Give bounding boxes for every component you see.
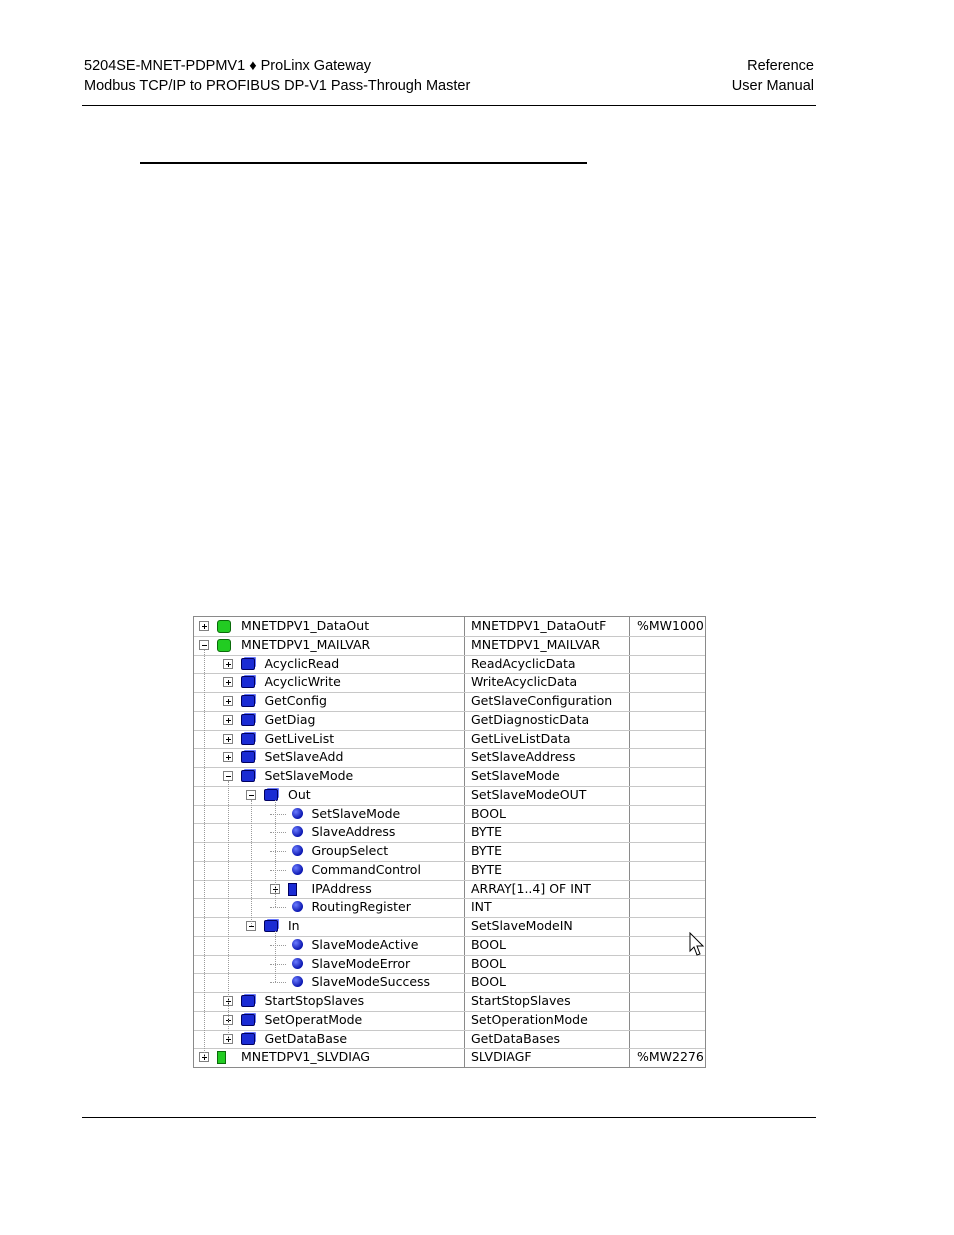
tree-connector xyxy=(270,945,286,946)
variable-type: GetLiveListData xyxy=(471,731,571,746)
row-separator xyxy=(194,898,705,899)
expand-plus-icon[interactable] xyxy=(199,621,209,631)
product-subtitle: Modbus TCP/IP to PROFIBUS DP-V1 Pass-Through Master xyxy=(84,78,471,94)
variable-type: BYTE xyxy=(471,862,503,877)
variable-ball-icon xyxy=(292,845,303,856)
tree-connector xyxy=(228,781,229,1039)
expand-plus-icon[interactable] xyxy=(223,659,233,669)
tree-row[interactable] xyxy=(194,692,705,711)
footer-divider xyxy=(82,1117,816,1118)
variable-type: BOOL xyxy=(471,956,506,971)
variable-name[interactable]: MNETDPV1_MAILVAR xyxy=(241,637,371,652)
tree-row[interactable] xyxy=(194,711,705,730)
tree-row[interactable] xyxy=(194,917,705,936)
variable-name[interactable]: GetDataBase xyxy=(264,1031,348,1046)
tree-row[interactable] xyxy=(194,992,705,1011)
tree-connector xyxy=(270,814,286,815)
variable-address: %MW1000 xyxy=(637,618,704,633)
tree-connector xyxy=(270,851,286,852)
row-separator xyxy=(194,973,705,974)
collapse-minus-icon[interactable] xyxy=(199,640,209,650)
section-heading-rule xyxy=(140,162,587,164)
document-type: User Manual xyxy=(731,78,814,94)
variable-ball-icon xyxy=(292,976,303,987)
row-separator xyxy=(194,692,705,693)
variable-name[interactable]: MNETDPV1_SLVDIAG xyxy=(241,1049,370,1064)
tree-row[interactable] xyxy=(194,655,705,674)
variable-name[interactable]: In xyxy=(288,918,300,933)
variable-name[interactable]: SlaveModeSuccess xyxy=(311,974,431,989)
structure-icon xyxy=(264,920,278,932)
row-separator xyxy=(194,655,705,656)
tree-row[interactable] xyxy=(194,973,705,992)
row-separator xyxy=(194,992,705,993)
tree-connector xyxy=(251,800,252,926)
tree-row[interactable] xyxy=(194,673,705,692)
variable-name[interactable]: CommandControl xyxy=(311,862,421,877)
variable-name[interactable]: SetSlaveMode xyxy=(264,768,354,783)
expand-plus-icon[interactable] xyxy=(223,734,233,744)
variable-name[interactable]: GetDiag xyxy=(264,712,316,727)
green-block-icon xyxy=(217,639,231,652)
row-separator xyxy=(194,842,705,843)
variable-ball-icon xyxy=(292,826,303,837)
variable-type: SetSlaveMode xyxy=(471,768,560,783)
tree-row[interactable] xyxy=(194,636,705,655)
variable-ball-icon xyxy=(292,939,303,950)
row-separator xyxy=(194,805,705,806)
structure-icon xyxy=(241,1033,255,1045)
variable-type: GetDataBases xyxy=(471,1031,561,1046)
row-separator xyxy=(194,767,705,768)
tree-connector xyxy=(275,800,276,907)
tree-connector xyxy=(270,982,286,983)
variable-type: SetOperationMode xyxy=(471,1012,588,1027)
tree-row[interactable] xyxy=(194,786,705,805)
expand-plus-icon[interactable] xyxy=(223,752,233,762)
structure-icon xyxy=(264,789,278,801)
row-separator xyxy=(194,917,705,918)
variable-type: SetSlaveModeIN xyxy=(471,918,573,933)
variable-name[interactable]: SlaveAddress xyxy=(311,824,396,839)
structure-icon xyxy=(241,676,255,688)
structure-icon xyxy=(241,770,255,782)
variable-name[interactable]: AcyclicWrite xyxy=(264,674,341,689)
row-separator xyxy=(194,823,705,824)
variable-name[interactable]: GetLiveList xyxy=(264,731,335,746)
tree-connector xyxy=(270,832,286,833)
variable-name[interactable]: RoutingRegister xyxy=(311,899,411,914)
tree-row[interactable] xyxy=(194,823,705,842)
structure-icon xyxy=(241,1014,255,1026)
row-separator xyxy=(194,711,705,712)
green-block-icon xyxy=(217,1051,226,1064)
variable-ball-icon xyxy=(292,808,303,819)
header-divider xyxy=(82,105,816,106)
row-separator xyxy=(194,936,705,937)
structure-icon xyxy=(241,995,255,1007)
variable-address: %MW2276 xyxy=(637,1049,704,1064)
variable-name[interactable]: IPAddress xyxy=(311,881,372,896)
structure-icon xyxy=(241,695,255,707)
variable-name[interactable]: SlaveModeActive xyxy=(311,937,419,952)
variable-type: SLVDIAGF xyxy=(471,1049,532,1064)
variable-type: BOOL xyxy=(471,806,506,821)
collapse-minus-icon[interactable] xyxy=(223,771,233,781)
variable-type: MNETDPV1_MAILVAR xyxy=(471,637,601,652)
running-header-right xyxy=(732,56,814,96)
variable-name[interactable]: SetOperatMode xyxy=(264,1012,363,1027)
tree-row[interactable] xyxy=(194,1011,705,1030)
variable-name[interactable]: SetSlaveAdd xyxy=(264,749,344,764)
variable-name[interactable]: SlaveModeError xyxy=(311,956,411,971)
mouse-pointer-icon xyxy=(689,932,705,958)
variable-name[interactable]: GetConfig xyxy=(264,693,327,708)
tree-row[interactable] xyxy=(194,861,705,880)
variable-type: WriteAcyclicData xyxy=(471,674,578,689)
tree-row[interactable] xyxy=(194,767,705,786)
variable-ball-icon xyxy=(292,901,303,912)
tree-connector xyxy=(204,650,205,1057)
tree-row[interactable] xyxy=(194,955,705,974)
tree-connector xyxy=(270,907,286,908)
tree-row[interactable] xyxy=(194,898,705,917)
tree-row[interactable] xyxy=(194,1048,705,1067)
tree-row[interactable] xyxy=(194,936,705,955)
tree-connector xyxy=(270,870,286,871)
variable-type: BYTE xyxy=(471,824,503,839)
variable-name[interactable]: GroupSelect xyxy=(311,843,389,858)
structure-icon xyxy=(241,658,255,670)
expand-plus-icon[interactable] xyxy=(223,715,233,725)
variable-type: SetSlaveModeOUT xyxy=(471,787,587,802)
tree-row[interactable] xyxy=(194,880,705,899)
variable-type: BOOL xyxy=(471,974,506,989)
green-block-icon xyxy=(217,620,231,633)
running-header-left xyxy=(84,56,470,96)
tree-row[interactable] xyxy=(194,842,705,861)
row-separator xyxy=(194,861,705,862)
row-separator xyxy=(194,748,705,749)
variable-type: BOOL xyxy=(471,937,506,952)
row-separator xyxy=(194,1048,705,1049)
structure-icon xyxy=(241,714,255,726)
variable-name[interactable]: SetSlaveMode xyxy=(311,806,401,821)
row-separator xyxy=(194,786,705,787)
variable-type: GetDiagnosticData xyxy=(471,712,590,727)
row-separator xyxy=(194,955,705,956)
section-name: Reference xyxy=(747,58,814,74)
tree-row[interactable] xyxy=(194,617,705,636)
variable-ball-icon xyxy=(292,864,303,875)
variable-type: ARRAY[1..4] OF INT xyxy=(471,881,591,896)
variable-name[interactable]: Out xyxy=(288,787,311,802)
variable-type: SetSlaveAddress xyxy=(471,749,576,764)
tree-row[interactable] xyxy=(194,805,705,824)
product-title: 5204SE-MNET-PDPMV1 ♦ ProLinx Gateway xyxy=(84,58,372,74)
variable-type: StartStopSlaves xyxy=(471,993,571,1008)
variable-type: ReadAcyclicData xyxy=(471,656,576,671)
row-separator xyxy=(194,673,705,674)
tree-row[interactable] xyxy=(194,1030,705,1049)
variable-name[interactable]: AcyclicRead xyxy=(264,656,340,671)
row-separator xyxy=(194,730,705,731)
variable-type: INT xyxy=(471,899,492,914)
row-separator xyxy=(194,636,705,637)
row-separator xyxy=(194,880,705,881)
variable-type: MNETDPV1_DataOutF xyxy=(471,618,607,633)
tree-row[interactable] xyxy=(194,748,705,767)
variable-tree-view[interactable] xyxy=(193,616,706,1068)
structure-icon xyxy=(241,751,255,763)
expand-plus-icon[interactable] xyxy=(223,677,233,687)
row-separator xyxy=(194,1030,705,1031)
variable-type: BYTE xyxy=(471,843,503,858)
variable-name[interactable]: StartStopSlaves xyxy=(264,993,365,1008)
structure-icon xyxy=(241,733,255,745)
row-separator xyxy=(194,1011,705,1012)
tree-connector xyxy=(275,931,276,982)
collapse-minus-icon[interactable] xyxy=(246,790,256,800)
variable-type: GetSlaveConfiguration xyxy=(471,693,613,708)
variable-name[interactable]: MNETDPV1_DataOut xyxy=(241,618,370,633)
variable-ball-icon xyxy=(292,958,303,969)
tree-connector xyxy=(270,964,286,965)
tree-row[interactable] xyxy=(194,730,705,749)
expand-plus-icon[interactable] xyxy=(223,696,233,706)
array-icon xyxy=(288,883,297,896)
